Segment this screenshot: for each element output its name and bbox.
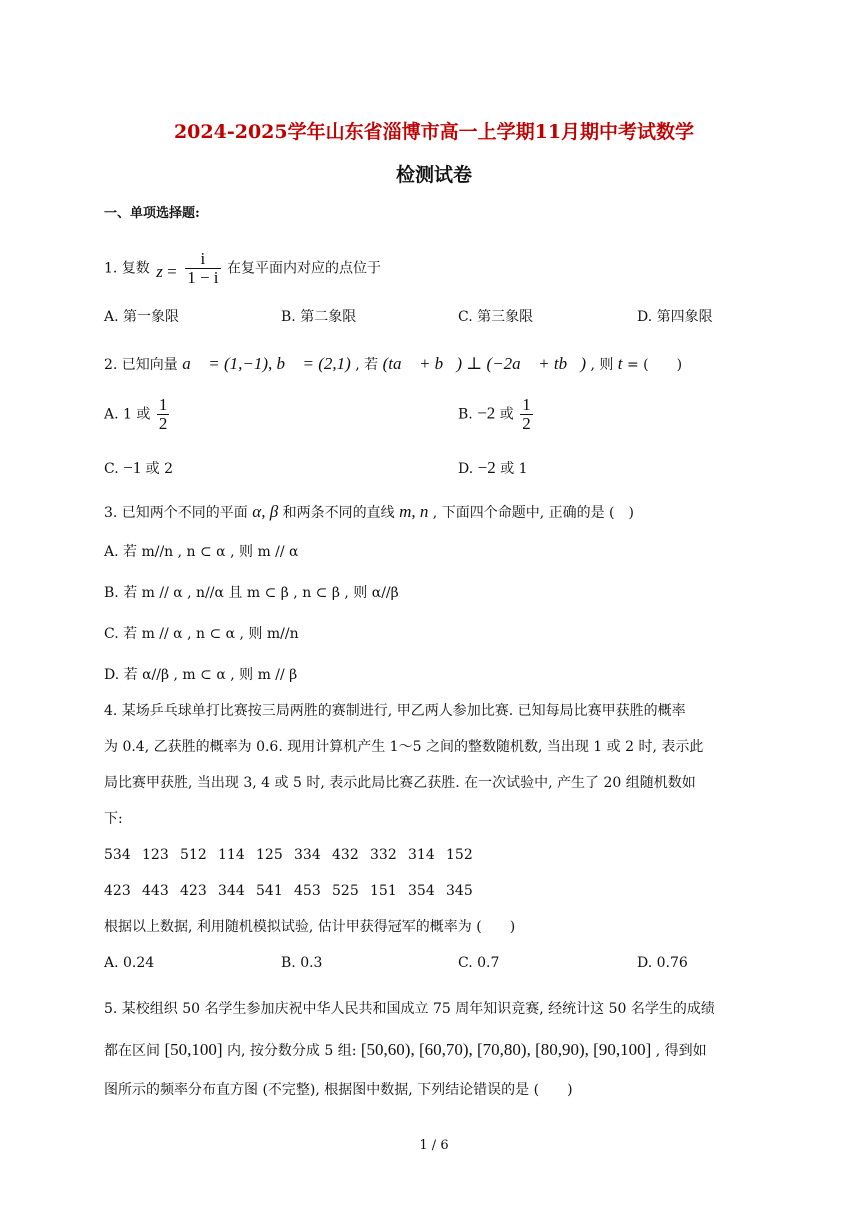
- random-number: 534: [104, 847, 131, 863]
- q4-option-c: C. 0.7: [458, 955, 500, 971]
- random-number: 432: [332, 847, 359, 863]
- q2-a-fraction: [157, 396, 170, 433]
- q4-line-4: 下:: [104, 811, 123, 827]
- q5-line-2: [104, 1040, 707, 1061]
- random-number: 332: [370, 847, 397, 863]
- q2-a-frac-num: 1: [158, 395, 168, 414]
- q2-d-post: 或 1: [500, 461, 528, 477]
- question-3: [104, 502, 634, 523]
- q2-a-label: A. 1 或: [104, 406, 151, 423]
- q2-b-value: −2: [477, 403, 496, 423]
- q2-vectors: a⃗ = (1,−1), b⃗ = (2,1): [182, 354, 351, 373]
- q2-b-or: 或: [499, 406, 514, 423]
- q1-fraction: [185, 250, 220, 287]
- q2-option-c: [104, 458, 173, 479]
- random-number: 453: [294, 883, 321, 899]
- q3-lines: m, n: [399, 502, 429, 521]
- q2-option-b: [458, 396, 535, 433]
- random-number: 123: [142, 847, 169, 863]
- q3-planes: α, β: [252, 502, 279, 521]
- random-number: 541: [256, 883, 283, 899]
- random-number: 114: [218, 847, 245, 863]
- q1-tail: 在复平面内对应的点位于: [226, 260, 381, 277]
- q1-option-c: C. 第三象限: [458, 309, 534, 325]
- q1-number: 1. 复数: [104, 260, 150, 277]
- random-number: 151: [370, 883, 397, 899]
- random-number: 512: [180, 847, 207, 863]
- q2-d-label: D.: [458, 461, 474, 477]
- q1-option-b: B. 第二象限: [281, 309, 357, 325]
- random-number: 423: [104, 883, 131, 899]
- q3-stem-pre: 3. 已知两个不同的平面: [104, 505, 248, 521]
- q3-option-b: B. 若 m // α , n//α 且 m ⊂ β , n ⊂ β , 则 α//β: [104, 585, 399, 601]
- q4-question: 根据以上数据, 利用随机模拟试验, 估计甲获得冠军的概率为 ( ): [104, 919, 516, 935]
- q2-cond-post: , 则: [590, 357, 614, 373]
- q4-line-1: 4. 某场乒乓球单打比赛按三局两胜的赛制进行, 甲乙两人参加比赛. 已知每局比赛甲获胜的概率: [104, 703, 686, 719]
- q2-c-value: −1: [123, 458, 142, 477]
- q1-option-d: D. 第四象限: [637, 309, 713, 325]
- q3-option-c: C. 若 m // α , n ⊂ α , 则 m//n: [104, 626, 299, 642]
- random-number: 423: [180, 883, 207, 899]
- random-number: 443: [142, 883, 169, 899]
- q2-d-value: −2: [477, 458, 496, 477]
- q2-condition: (ta⃗ + b⃗) ⊥ (−2a⃗ + tb⃗): [382, 354, 586, 373]
- q4-option-a: A. 0.24: [104, 955, 155, 971]
- q1-eq: =: [167, 261, 177, 281]
- q5-line2-post: , 得到如: [655, 1043, 707, 1059]
- q2-b-fraction: [520, 396, 533, 433]
- random-number: 525: [332, 883, 359, 899]
- q2-c-post: 或 2: [145, 461, 174, 477]
- q4-option-d: D. 0.76: [637, 955, 688, 971]
- q1-frac-den: 1 − i: [187, 268, 219, 287]
- q4-option-b: B. 0.3: [281, 955, 323, 971]
- random-number: 354: [408, 883, 435, 899]
- q5-line2-mid: 内, 按分数分成 5 组:: [226, 1043, 357, 1059]
- q3-stem-post: , 下面四个命题中, 正确的是 ( ): [432, 505, 634, 521]
- q5-line-3: 图所示的频率分布直方图 (不完整), 根据图中数据, 下列结论错误的是 ( ): [104, 1082, 573, 1098]
- q2-b-label: B.: [458, 406, 473, 423]
- random-numbers-row-1: [104, 845, 484, 865]
- q5-line2-pre: 都在区间: [104, 1043, 160, 1059]
- title-line-1: 2024-2025学年山东省淄博市高一上学期11月期中考试数学: [173, 121, 695, 143]
- q5-interval: [50,100]: [164, 1040, 223, 1059]
- q4-line-2: 为 0.4, 乙获胜的概率为 0.6. 现用计算机产生 1～5 之间的整数随机数, 当出现 1 或 2 时, 表示此: [104, 739, 704, 755]
- q3-stem-mid: 和两条不同的直线: [282, 505, 395, 521]
- q5-groups: [50,60), [60,70), [70,80), [80,90), [90,100]: [360, 1040, 652, 1059]
- question-2: [104, 354, 682, 375]
- title-line-2: 检测试卷: [395, 164, 472, 186]
- q1-frac-num: i: [185, 250, 220, 269]
- q3-option-d: D. 若 α//β , m ⊂ α , 则 m // β: [104, 667, 298, 683]
- q2-cond-pre: , 若: [355, 357, 379, 373]
- q3-option-a: A. 若 m//n , n ⊂ α , 则 m // α: [104, 544, 299, 560]
- q5-line-1: 5. 某校组织 50 名学生参加庆祝中华人民共和国成立 75 周年知识竞赛, 经统计这 50 名学生的成绩: [104, 1001, 715, 1017]
- q2-c-label: C.: [104, 461, 119, 477]
- q2-number: 2. 已知向量: [104, 357, 178, 373]
- random-numbers-row-2: [104, 881, 484, 901]
- q2-var: t: [617, 354, 623, 373]
- q1-var: z: [156, 261, 163, 281]
- random-number: 334: [294, 847, 321, 863]
- random-number: 314: [408, 847, 435, 863]
- page-number: 1 / 6: [419, 1138, 449, 1153]
- q2-option-a: [104, 396, 171, 433]
- q2-b-frac-num: 1: [522, 395, 531, 414]
- q2-b-frac-den: 2: [522, 414, 531, 433]
- q1-option-a: A. 第一象限: [104, 309, 180, 325]
- random-number: 152: [446, 847, 473, 863]
- random-number: 344: [218, 883, 245, 899]
- section-heading: 一、单项选择题:: [104, 206, 200, 221]
- question-1: [104, 250, 381, 287]
- q2-ask: = ( ): [626, 357, 683, 373]
- q2-a-frac-den: 2: [158, 414, 168, 433]
- q4-line-3: 局比赛甲获胜, 当出现 3, 4 或 5 时, 表示此局比赛乙获胜. 在一次试验中, 产生了 20 组随机数如: [104, 775, 696, 791]
- q1-formula: [156, 262, 176, 283]
- random-number: 345: [446, 883, 473, 899]
- random-number: 125: [256, 847, 283, 863]
- q2-option-d: [458, 458, 528, 479]
